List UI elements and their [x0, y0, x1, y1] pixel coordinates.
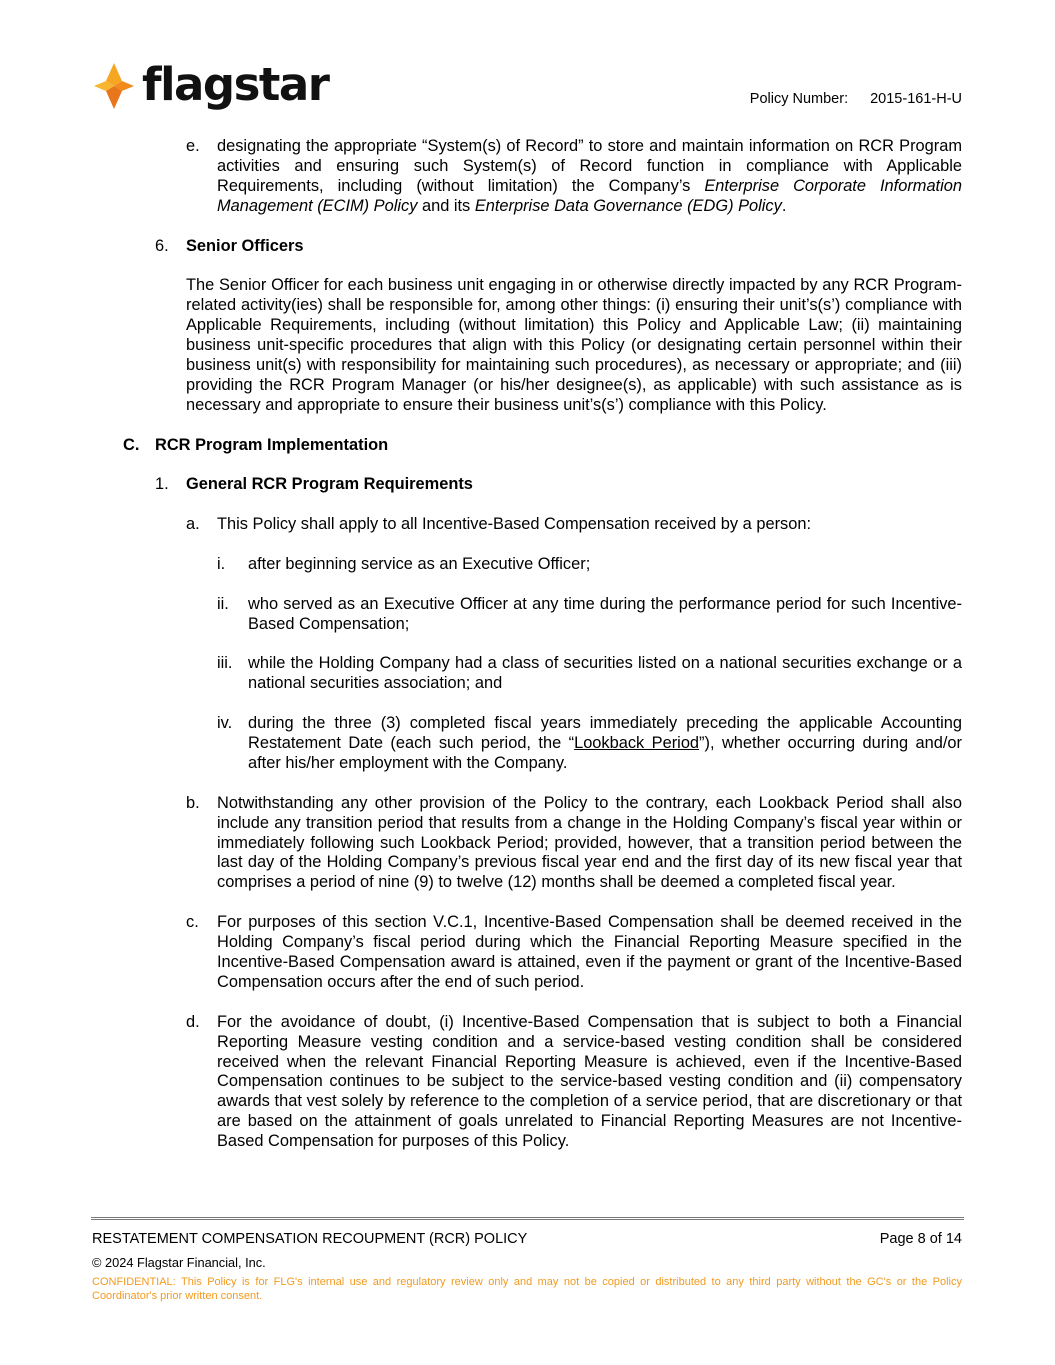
list-item-b: b. Notwithstanding any other provision of the Policy to the contrary, each Lookback Period shall also include any transition period that results from a change in the Holding Company’s fiscal year within or immediately following such Lookback Period; provided, however, that a transition period between the last day of the Holding Company’s previous fiscal year end and the first day of its new fiscal year that comprises a period of nine (9) to twelve (12) months shall be deemed a completed fiscal year.	[186, 793, 962, 892]
footer-policy-title: RESTATEMENT COMPENSATION RECOUPMENT (RCR) POLICY	[92, 1231, 528, 1247]
list-marker: iv.	[217, 714, 233, 733]
list-item-e: e. designating the appropriate “System(s) of Record” to store and maintain information on RCR Program activities and ensuring such System(s) of Record function in compliance with Applicable Requirements, including (without limitation) the Company’s Enterprise Corporate Information Management (ECIM) Policy and its Enterprise Data Governance (EDG) Policy.	[186, 137, 962, 215]
logo-wordmark: flagstar	[142, 57, 329, 111]
section-marker: 6.	[155, 236, 169, 255]
list-marker: d.	[186, 1012, 200, 1031]
page-number: Page 8 of 14	[879, 1231, 962, 1247]
edg-policy-title: Enterprise Data Governance (EDG) Policy	[474, 196, 782, 215]
section-6-heading: 6. Senior Officers	[155, 236, 304, 255]
list-marker: i.	[217, 554, 226, 573]
section-marker: 1.	[155, 475, 169, 494]
sub-item-iii: iii. while the Holding Company had a class of securities listed on a national securities exchange or a national securities association; and	[217, 654, 962, 693]
confidential-notice: CONFIDENTIAL: This Policy is for FLG's internal use and regulatory review only and may not be copied or distributed to any third party without the GC's or the Policy Coordinator's prior written consent.	[92, 1276, 962, 1302]
section-marker: C.	[123, 435, 140, 454]
policy-number	[750, 91, 962, 107]
list-marker: b.	[186, 793, 200, 812]
list-item-d: d. For the avoidance of doubt, (i) Incentive-Based Compensation that is subject to both a Financial Reporting Measure vesting condition and a service-based vesting condition shall be considered received when the relevant Financial Reporting Measure is achieved, even if the Incentive-Based Compensation continues to be subject to the service-based vesting condition and (ii) compensatory awards that vest solely by reference to the completion of a service period, that are discretionary or that are based on the attainment of goals unrelated to Financial Reporting Measures are not Incentive-Based Compensation for purposes of this Policy.	[186, 1012, 962, 1151]
list-marker: a.	[186, 515, 200, 534]
senior-officers-paragraph: The Senior Officer for each business unit engaging in or otherwise directly impacted by any RCR Program-related activity(ies) shall be responsible for, among other things: (i) ensuring their unit’s(s’) compliance with Applicable Requirements, including (without limitation) this Policy and Applicable Law; (ii) maintaining business unit-specific procedures that align with this Policy (or designating certain personnel within their business unit(s) with responsibility for maintaining such procedures), as necessary or appropriate; and (iii) providing the RCR Program Manager (or his/her designee(s), as applicable) with such assistance as is necessary and appropriate to ensure their business unit’s(s’) compliance with this Policy.	[186, 276, 962, 414]
document-body	[0, 137, 1055, 1152]
sub-item-i: i. after beginning service as an Executive Officer;	[217, 554, 591, 573]
list-marker: c.	[186, 913, 199, 932]
section-1-heading: 1. General RCR Program Requirements	[155, 475, 473, 494]
list-item-a: a. This Policy shall apply to all Incentive-Based Compensation received by a person:	[186, 515, 812, 534]
list-marker: ii.	[217, 594, 229, 613]
sub-item-ii: ii. who served as an Executive Officer at any time during the performance period for such Incentive-Based Compensation;	[217, 594, 962, 633]
list-marker: e.	[186, 137, 200, 155]
policy-number-value: 2015-161-H-U	[870, 91, 962, 107]
lookback-period-term: Lookback Period	[574, 734, 700, 753]
footer-copyright: © 2024 Flagstar Financial, Inc.	[92, 1255, 266, 1270]
flagstar-logo	[92, 57, 329, 112]
footer-divider	[91, 1217, 964, 1222]
flagstar-star-icon	[92, 61, 136, 111]
section-c-heading: C. RCR Program Implementation	[123, 435, 389, 454]
ecim-policy-title: Enterprise Corporate Information Management (ECIM) Policy	[217, 176, 962, 215]
list-item-c: c. For purposes of this section V.C.1, Incentive-Based Compensation shall be deemed received in the Holding Company’s fiscal period during which the Financial Reporting Measure specified in the Incentive-Based Compensation award is attained, even if the payment or grant of the Incentive-Based Compensation occurs after the end of such period.	[186, 913, 962, 991]
policy-number-label: Policy Number:	[749, 91, 849, 107]
sub-item-iv: iv. during the three (3) completed fiscal years immediately preceding the applicable Accounting Restatement Date (each such period, the “Lookback Period”), whether occurring during and/or after his/her employment with the Company.	[217, 714, 962, 772]
list-marker: iii.	[217, 654, 233, 673]
